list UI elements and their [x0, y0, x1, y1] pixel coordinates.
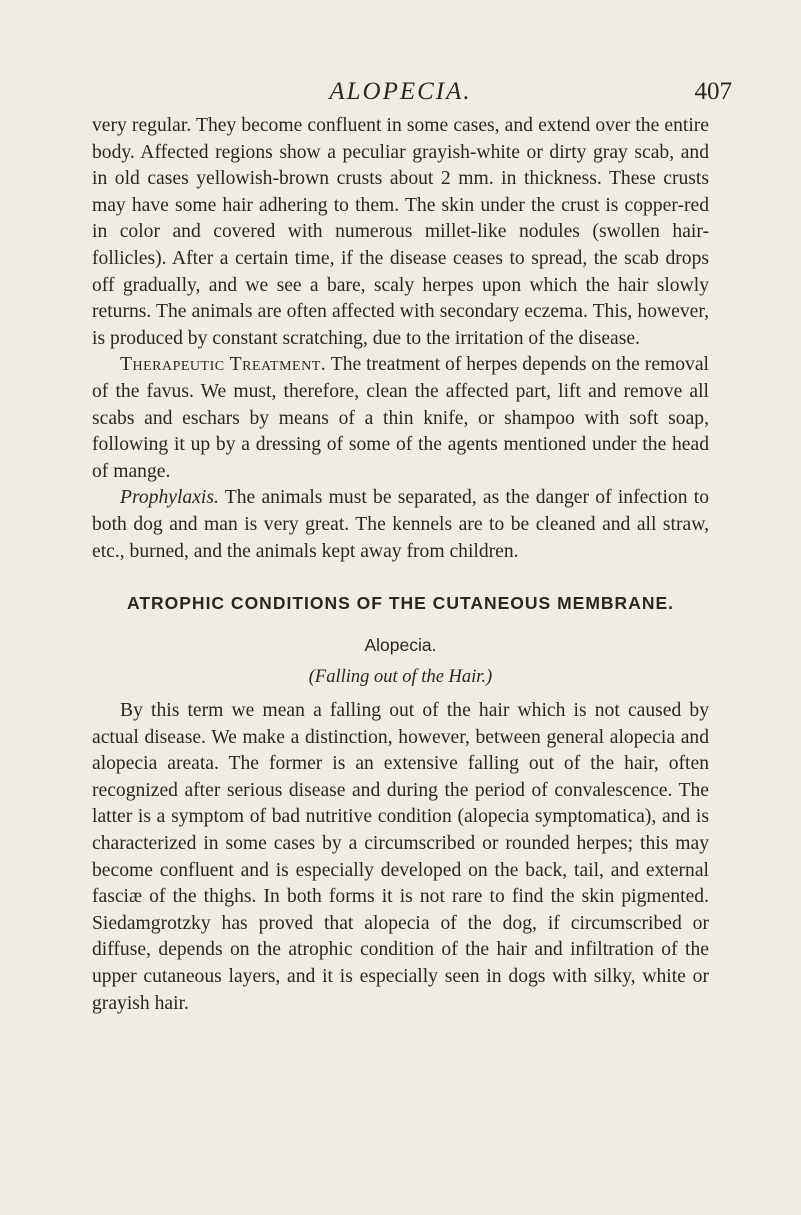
therapeutic-treatment-text: The treatment of herpes depends on the removal of the favus. We must, therefore, clean the affected part, lift and remove all scabs and eschars by means of a thin knife, or shampoo with soft soap, following it up by a dressing of some of the agents mentioned under the head of mange. — [92, 354, 709, 482]
paragraph-therapeutic-treatment — [92, 352, 709, 485]
subtitle-falling-out: (Falling out of the Hair.) — [308, 667, 493, 688]
subheading-alopecia: Alopecia. — [364, 635, 437, 656]
prophylaxis-lead: Prophylaxis. — [120, 487, 219, 509]
therapeutic-treatment-lead: Therapeutic Treatment. — [120, 354, 327, 376]
paragraph-alopecia: By this term we mean a falling out of the hair which is not caused by actual disease. We make a distinction, however, between general alopecia and alopecia areata. The former is an extensive falling out of the hair, often recognized after serious disease and during the period of convalescence. The latter is a symptom of bad nutritive condition (alopecia symptomatica), and is characterized in some cases by a circumscribed or rounded herpes; this may become confluent and is especially developed on the back, tail, and external fasciæ of the thighs. In both forms it is not rare to find the skin pigmented. Siedamgrotzky has proved that alopecia of the dog, if circumscribed or diffuse, depends on the atrophic condition of the hair and infiltration of the upper cutaneous layers, and it is especially seen in dogs with silky, white or grayish hair. — [92, 700, 709, 1014]
prophylaxis-text: The animals must be separated, as the danger of infection to both dog and man is very great. The kennels are to be cleaned and all straw, etc., burned, and the animals kept away from children. — [92, 487, 709, 562]
paragraph-continuation: very regular. They become confluent in some cases, and extend over the entire body. Affected regions show a peculiar grayish-white or dirty gray scab, and in old cases yellowish-brown crusts about 2 mm. in thickness. These crusts may have some hair adhering to them. The skin under the crust is copper-red in color and covered with numerous millet-like nodules (swollen hair-follicles). After a certain time, if the disease ceases to spread, the scab drops off gradually, and we see a bare, scaly herpes upon which the hair slowly returns. The animals are often affected with secondary eczema. This, however, is produced by constant scratching, due to the irritation of the disease. — [92, 115, 709, 349]
page-number: 407 — [694, 78, 732, 105]
body-text — [92, 113, 709, 1017]
running-head — [0, 76, 801, 110]
running-title: ALOPECIA. — [329, 78, 472, 105]
paragraph-prophylaxis — [92, 485, 709, 565]
section-heading: ATROPHIC CONDITIONS OF THE CUTANEOUS MEMBRANE. — [126, 593, 674, 614]
